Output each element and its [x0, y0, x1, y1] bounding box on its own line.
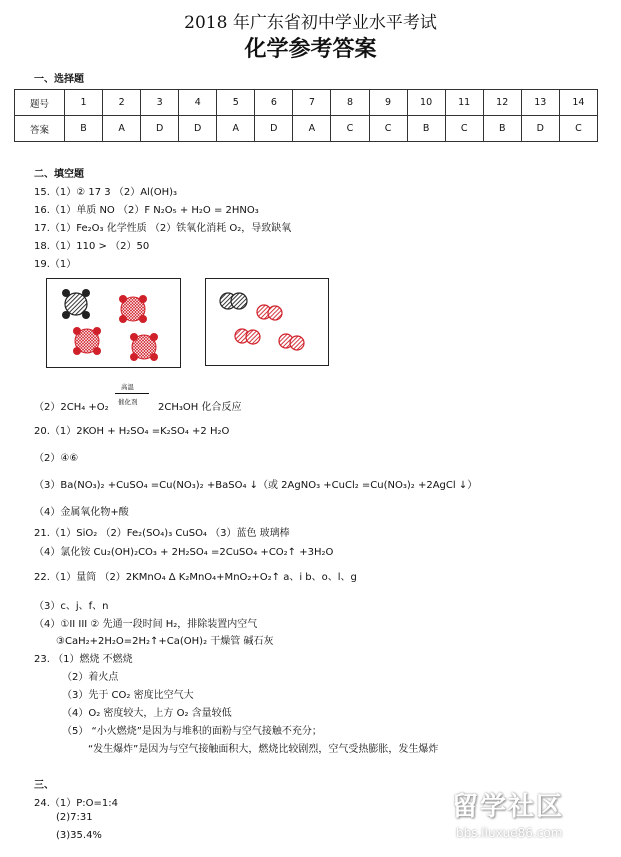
- q20-2-answer: （2）④⑥: [34, 453, 79, 464]
- methane-molecule: [62, 289, 90, 319]
- cell-answer: C: [331, 116, 369, 142]
- q24-1-answer: 24.（1）P:O=1:4: [34, 798, 119, 809]
- section2-heading: 二、填空题: [34, 169, 84, 180]
- q16-answer: 16.（1）单质 NO （2）F N₂O₅ + H₂O = 2HNO₃: [34, 205, 259, 216]
- red-molecule: [130, 333, 158, 361]
- answer-table: [14, 89, 598, 142]
- watermark-brand: 留学社区: [452, 792, 565, 822]
- cell-number: 2: [103, 90, 141, 116]
- cell-answer: B: [407, 116, 445, 142]
- q21-2-answer: （4）氯化铵 Cu₂(OH)₂CO₃ + 2H₂SO₄ =2CuSO₄ +CO₂↑ +3H₂O: [34, 547, 334, 558]
- red-pair: [279, 334, 304, 350]
- cell-answer: D: [521, 116, 559, 142]
- q23-5a-answer: （5） “小火燃烧”是因为与堆积的面粉与空气接触不充分；: [62, 726, 322, 737]
- cell-answer: D: [255, 116, 293, 142]
- q17-answer: 17.（1）Fe₂O₃ 化学性质 （2）铁氧化消耗 O₂，导致缺氧: [34, 223, 292, 234]
- cell-answer: C: [559, 116, 597, 142]
- cell-number: 14: [559, 90, 597, 116]
- cell-answer: B: [65, 116, 103, 142]
- q15-answer: 15.（1）② 17 3 （2）Al(OH)₃: [34, 187, 178, 198]
- red-molecule: [73, 327, 101, 355]
- q24-3-answer: (3)35.4%: [56, 830, 102, 841]
- table-row-numbers: [15, 90, 598, 116]
- reactants-box: [46, 278, 181, 368]
- cell-number: 7: [293, 90, 331, 116]
- cell-number: 4: [179, 90, 217, 116]
- cell-number: 11: [445, 90, 483, 116]
- black-pair: [220, 293, 247, 309]
- cell-answer: A: [293, 116, 331, 142]
- q19-2-right: 2CH₃OH 化合反应: [158, 402, 242, 413]
- cell-number: 5: [217, 90, 255, 116]
- q23-1-answer: 23. （1）燃烧 不燃烧: [34, 654, 133, 665]
- section1-heading: 一、选择题: [34, 74, 84, 85]
- q21-1-answer: 21.（1）SiO₂ （2）Fe₂(SO₄)₃ CuSO₄ （3）蓝色 玻璃棒: [34, 528, 290, 539]
- cell-number: 12: [483, 90, 521, 116]
- products-diagram: [206, 279, 327, 364]
- cell-number: 9: [369, 90, 407, 116]
- reaction-condition-top: 高温: [121, 383, 134, 391]
- q23-5b-answer: “发生爆炸”是因为与空气接触面积大，燃烧比较剧烈，空气受热膨胀，发生爆炸: [88, 744, 439, 755]
- row-label-number: 题号: [15, 90, 65, 116]
- products-box: [205, 278, 329, 366]
- cell-answer: C: [445, 116, 483, 142]
- watermark-url: bbs.liuxue86.com: [456, 826, 563, 840]
- table-row-answers: [15, 116, 598, 142]
- q23-3-answer: （3）先于 CO₂ 密度比空气大: [62, 690, 194, 701]
- q19-2-left: （2）2CH₄ +O₂: [34, 402, 109, 413]
- q23-4-answer: （4）O₂ 密度较大，上方 O₂ 含量较低: [62, 708, 232, 719]
- exam-title: 2018 年广东省初中学业水平考试: [184, 13, 437, 33]
- cell-answer: B: [483, 116, 521, 142]
- cell-answer: A: [217, 116, 255, 142]
- row-label-answer: 答案: [15, 116, 65, 142]
- red-pair: [235, 329, 260, 344]
- q19-label: 19.（1）: [34, 259, 77, 270]
- cell-answer: A: [103, 116, 141, 142]
- cell-answer: D: [141, 116, 179, 142]
- cell-number: 6: [255, 90, 293, 116]
- cell-number: 8: [331, 90, 369, 116]
- answer-key-title: 化学参考答案: [244, 36, 377, 62]
- reaction-condition-bottom: 催化剂: [118, 398, 138, 406]
- cell-number: 1: [65, 90, 103, 116]
- cell-number: 10: [407, 90, 445, 116]
- q22-3-answer: （3）c、j、f、n: [34, 601, 109, 612]
- cell-answer: C: [369, 116, 407, 142]
- reactants-diagram: [47, 279, 179, 366]
- cell-number: 13: [521, 90, 559, 116]
- cell-answer: D: [179, 116, 217, 142]
- q23-2-answer: （2）着火点: [62, 672, 119, 683]
- section3-heading: 三、: [34, 780, 54, 791]
- red-pair: [257, 305, 282, 320]
- red-molecule: [119, 295, 147, 323]
- q18-answer: 18.（1）110 > （2）50: [34, 241, 150, 252]
- q22-1-answer: 22.（1）量筒 （2）2KMnO₄ Δ K₂MnO₄+MnO₂+O₂↑ a、i b、o、l、g: [34, 572, 357, 583]
- q24-2-answer: (2)7:31: [56, 812, 93, 823]
- reaction-arrow-line: [115, 393, 149, 394]
- q20-4-answer: （4）金属氧化物+酸: [34, 507, 129, 518]
- q20-1-answer: 20.（1）2KOH + H₂SO₄ =K₂SO₄ +2 H₂O: [34, 426, 230, 437]
- q20-3-answer: （3）Ba(NO₃)₂ +CuSO₄ =Cu(NO₃)₂ +BaSO₄ ↓（或 2AgNO₃ +CuCl₂ =Cu(NO₃)₂ +2AgCl ↓）: [34, 480, 478, 491]
- cell-number: 3: [141, 90, 179, 116]
- q22-4a-answer: （4）①II III ② 先通一段时间 H₂，排除装置内空气: [34, 619, 258, 630]
- q22-4b-answer: ③CaH₂+2H₂O=2H₂↑+Ca(OH)₂ 干燥管 碱石灰: [56, 636, 274, 647]
